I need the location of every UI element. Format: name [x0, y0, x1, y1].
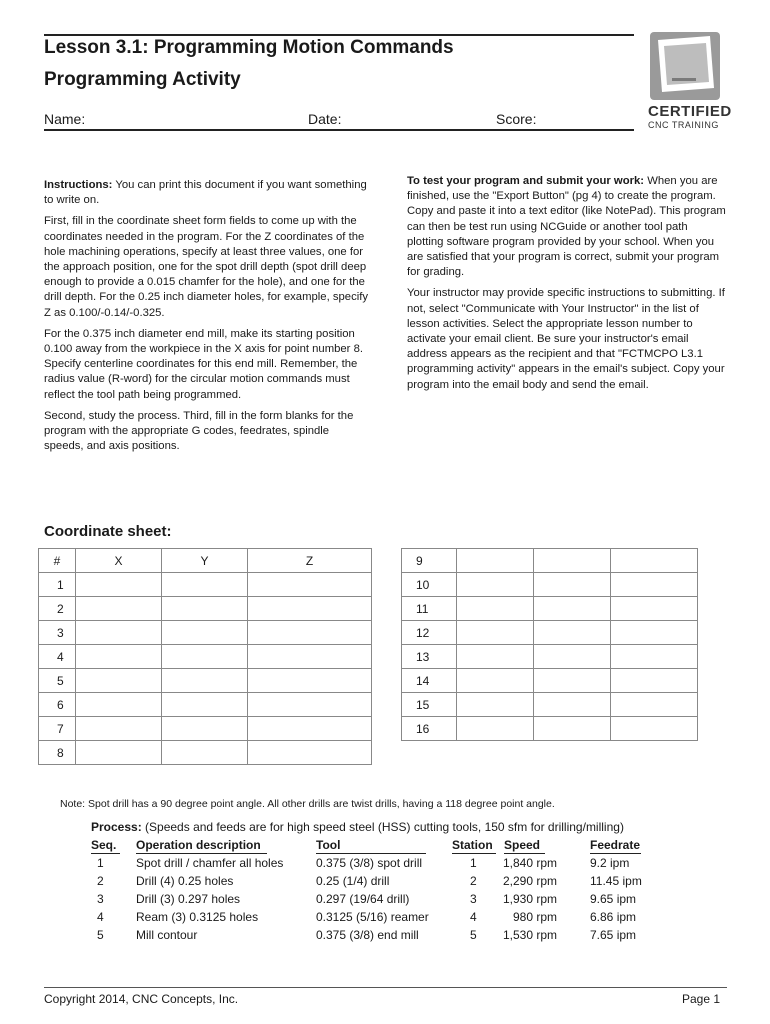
- x-field[interactable]: [76, 693, 162, 717]
- process-feedrate: 7.65 ipm: [590, 928, 637, 942]
- y-field[interactable]: [534, 597, 611, 621]
- row-number: 6: [39, 693, 76, 717]
- x-field[interactable]: [76, 597, 162, 621]
- process-seq: 3: [97, 892, 104, 906]
- name-label: Name:: [44, 111, 86, 127]
- header-bottom-rule: [44, 129, 634, 131]
- y-field[interactable]: [162, 693, 248, 717]
- page-subtitle: Programming Activity: [44, 69, 241, 90]
- coordinate-sheet-heading: Coordinate sheet:: [44, 523, 172, 540]
- x-field[interactable]: [76, 573, 162, 597]
- process-station: 1: [470, 856, 477, 870]
- table-row: [39, 717, 372, 741]
- row-number: 3: [39, 621, 76, 645]
- x-field[interactable]: [76, 621, 162, 645]
- z-field[interactable]: [248, 669, 372, 693]
- process-seq: 1: [97, 856, 104, 870]
- table-row: [402, 645, 698, 669]
- submit-text: When you are finished, use the "Export Button" (pg 4) to create the program. Copy and paste it into a text editor (like NotePad). This program can then be test run using NCGuide or another tool path plotting software program provided by your school. When you are satisfied that your program is correct, submit your program for grading.: [407, 175, 726, 279]
- table-row: [39, 693, 372, 717]
- row-number: 4: [39, 645, 76, 669]
- table-row: [402, 717, 698, 741]
- instructor-paragraph: Your instructor may provide specific instructions to submitting. If not, select "Communicate with Your Instructor" in the list of lesson activities. Select the appropriate lesson number to activate your email client. Be sure your instructor's email address appears as the recipient and that "FCTMCPO L3.1 programming activity" appears in the email's subject. Copy your program into the email body and send the email.: [407, 287, 725, 391]
- table-row: [402, 597, 698, 621]
- z-field[interactable]: [248, 741, 372, 765]
- operation-underline: [136, 853, 267, 854]
- station-underline: [452, 853, 496, 854]
- y-field[interactable]: [534, 621, 611, 645]
- copyright: Copyright 2014, CNC Concepts, Inc.: [44, 992, 239, 1006]
- y-field[interactable]: [162, 573, 248, 597]
- process-speed: 1,840 rpm: [502, 856, 557, 870]
- y-field[interactable]: [162, 621, 248, 645]
- process-lead: Process:: [91, 820, 142, 834]
- drill-note: Note: Spot drill has a 90 degree point angle. All other drills are twist drills, having a 118 degree point angle.: [60, 798, 555, 810]
- z-field[interactable]: [611, 549, 698, 573]
- process-tool: 0.25 (1/4) drill: [316, 874, 390, 888]
- process-tool: 0.375 (3/8) spot drill: [316, 856, 423, 870]
- feedrate-underline: [590, 853, 641, 854]
- instructions-column: [44, 178, 368, 460]
- coordinate-table-right: [401, 548, 698, 741]
- z-field[interactable]: [611, 597, 698, 621]
- table-row: [402, 549, 698, 573]
- process-row: [91, 928, 651, 946]
- header-station: Station: [452, 838, 493, 852]
- row-number: 8: [39, 741, 76, 765]
- header-seq: Seq.: [91, 838, 117, 852]
- z-field[interactable]: [611, 693, 698, 717]
- y-field[interactable]: [534, 693, 611, 717]
- table-header-row: [39, 549, 372, 573]
- end-mill-instructions: For the 0.375 inch diameter end mill, make its starting position 0.100 away from the workpiece in the X axis for point number 8. Specify centerline coordinates for this end mill. Remember, the radius value (R-word) for the circular motion commands must reflect the tool path being programmed.: [44, 327, 363, 401]
- process-feedrate: 6.86 ipm: [590, 910, 637, 924]
- seq-underline: [91, 853, 120, 854]
- header-x: X: [76, 549, 162, 573]
- x-field[interactable]: [457, 645, 534, 669]
- x-field[interactable]: [457, 717, 534, 741]
- header-num: #: [39, 549, 76, 573]
- y-field[interactable]: [534, 717, 611, 741]
- y-field[interactable]: [162, 717, 248, 741]
- process-station: 4: [470, 910, 477, 924]
- process-tool: 0.3125 (5/16) reamer: [316, 910, 429, 924]
- logo-line2: CNC TRAINING: [648, 120, 719, 130]
- row-number: 16: [402, 717, 457, 741]
- y-field[interactable]: [534, 549, 611, 573]
- x-field[interactable]: [76, 669, 162, 693]
- row-number: 1: [39, 573, 76, 597]
- process-speed: 2,290 rpm: [502, 874, 557, 888]
- score-label: Score:: [496, 111, 537, 127]
- header-speed: Speed: [504, 838, 541, 852]
- table-row: [39, 621, 372, 645]
- row-number: 13: [402, 645, 457, 669]
- process-row: [91, 856, 651, 874]
- table-row: [39, 669, 372, 693]
- z-field[interactable]: [248, 573, 372, 597]
- header-operation: Operation description: [136, 838, 261, 852]
- process-feedrate: 9.65 ipm: [590, 892, 637, 906]
- z-field[interactable]: [248, 693, 372, 717]
- process-station: 3: [470, 892, 477, 906]
- row-number: 2: [39, 597, 76, 621]
- table-row: [402, 693, 698, 717]
- process-text: (Speeds and feeds are for high speed steel (HSS) cutting tools, 150 sfm for drilling/milling): [141, 820, 624, 834]
- process-section: [91, 820, 661, 950]
- submit-lead: To test your program and submit your work:: [407, 175, 645, 187]
- y-field[interactable]: [162, 645, 248, 669]
- date-label: Date:: [308, 111, 342, 127]
- x-field[interactable]: [457, 549, 534, 573]
- process-row: [91, 874, 651, 892]
- x-field[interactable]: [76, 741, 162, 765]
- process-station: 2: [470, 874, 477, 888]
- table-row: [39, 573, 372, 597]
- row-number: 9: [402, 549, 457, 573]
- x-field[interactable]: [457, 573, 534, 597]
- row-number: 15: [402, 693, 457, 717]
- process-operation: Drill (4) 0.25 holes: [136, 874, 234, 888]
- process-operation: Spot drill / chamfer all holes: [136, 856, 284, 870]
- x-field[interactable]: [457, 693, 534, 717]
- y-field[interactable]: [162, 669, 248, 693]
- table-row: [39, 597, 372, 621]
- process-row: [91, 910, 651, 928]
- z-field[interactable]: [611, 669, 698, 693]
- coordinate-instructions: First, fill in the coordinate sheet form fields to come up with the coordinates needed in the program. For the Z coordinates of the hole machining operations, specify at least three values, one for the approach position, one for the spot drill depth (spot drill deep enough to provide a 0.015 chamfer for the hole), and one for the drill depth. For the 0.25 inch diameter holes, for example, specify Z as 0.100/-0.14/-0.325.: [44, 215, 369, 319]
- process-row: [91, 892, 651, 910]
- x-field[interactable]: [457, 669, 534, 693]
- instructions-lead: Instructions:: [44, 179, 113, 191]
- z-field[interactable]: [248, 645, 372, 669]
- z-field[interactable]: [248, 597, 372, 621]
- x-field[interactable]: [457, 621, 534, 645]
- process-operation: Drill (3) 0.297 holes: [136, 892, 241, 906]
- z-field[interactable]: [248, 717, 372, 741]
- page-title: Lesson 3.1: Programming Motion Commands: [44, 37, 454, 58]
- table-row: [402, 669, 698, 693]
- y-field[interactable]: [534, 573, 611, 597]
- row-number: 7: [39, 717, 76, 741]
- process-operation: Ream (3) 0.3125 holes: [136, 910, 259, 924]
- row-number: 11: [402, 597, 457, 621]
- y-field[interactable]: [534, 669, 611, 693]
- table-row: [402, 621, 698, 645]
- header-z: Z: [248, 549, 372, 573]
- page-number: Page 1: [682, 992, 721, 1006]
- x-field[interactable]: [76, 645, 162, 669]
- y-field[interactable]: [162, 597, 248, 621]
- row-number: 5: [39, 669, 76, 693]
- process-caption: [91, 820, 624, 834]
- process-station: 5: [470, 928, 477, 942]
- x-field[interactable]: [76, 717, 162, 741]
- footer-rule: [44, 987, 727, 988]
- process-instructions: Second, study the process. Third, fill in the form blanks for the program with the appropriate G codes, feedrates, spindle speeds, and axis positions.: [44, 409, 354, 453]
- z-field[interactable]: [611, 717, 698, 741]
- x-field[interactable]: [457, 597, 534, 621]
- submit-column: [407, 174, 727, 399]
- row-number: 10: [402, 573, 457, 597]
- process-feedrate: 9.2 ipm: [590, 856, 630, 870]
- process-tool: 0.375 (3/8) end mill: [316, 928, 419, 942]
- submit-paragraph: [407, 174, 727, 280]
- y-field[interactable]: [534, 645, 611, 669]
- process-seq: 5: [97, 928, 104, 942]
- process-speed: 1,530 rpm: [502, 928, 557, 942]
- logo-line1: CERTIFIED: [648, 103, 732, 120]
- table-row: [402, 573, 698, 597]
- process-feedrate: 11.45 ipm: [590, 874, 642, 888]
- z-field[interactable]: [611, 621, 698, 645]
- z-field[interactable]: [611, 645, 698, 669]
- z-field[interactable]: [611, 573, 698, 597]
- process-speed: 1,930 rpm: [502, 892, 557, 906]
- header-feedrate: Feedrate: [590, 838, 641, 852]
- process-speed: 980 rpm: [512, 910, 557, 924]
- row-number: 14: [402, 669, 457, 693]
- y-field[interactable]: [162, 741, 248, 765]
- z-field[interactable]: [248, 621, 372, 645]
- header-y: Y: [162, 549, 248, 573]
- instructions-text: You can print this document if you want something to write on.: [44, 179, 367, 207]
- tool-underline: [316, 853, 426, 854]
- process-operation: Mill contour: [136, 928, 198, 942]
- row-number: 12: [402, 621, 457, 645]
- process-seq: 2: [97, 874, 104, 888]
- header-top-rule: [44, 34, 634, 36]
- process-tool: 0.297 (19/64 drill): [316, 892, 410, 906]
- instructions-paragraph: [44, 178, 368, 208]
- table-row: [39, 741, 372, 765]
- speed-underline: [504, 853, 545, 854]
- header-tool: Tool: [316, 838, 341, 852]
- coordinate-table-left: [38, 548, 372, 765]
- process-seq: 4: [97, 910, 104, 924]
- monitor-logo-icon: [648, 30, 722, 102]
- table-row: [39, 645, 372, 669]
